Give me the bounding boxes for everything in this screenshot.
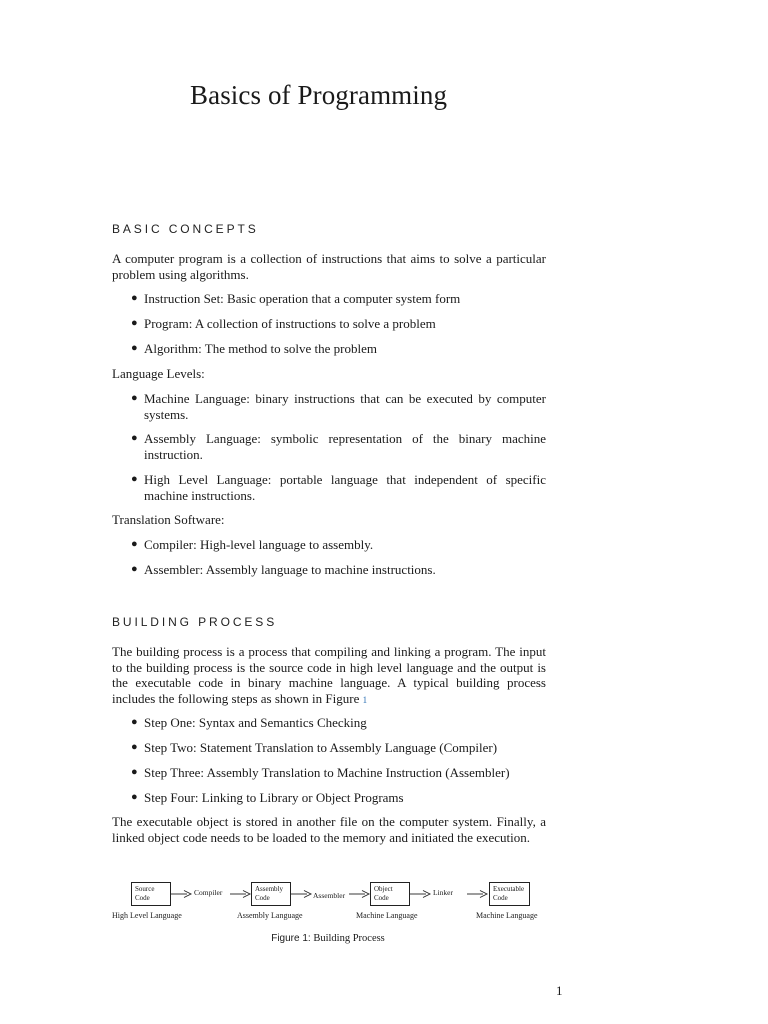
figure-reference-link[interactable]: 1 <box>362 694 368 705</box>
bullet-icon: ● <box>131 317 138 329</box>
list-item-text: Step Four: Linking to Library or Object Programs <box>144 790 404 805</box>
machine-language-label: Machine Language <box>476 911 538 920</box>
arrow-icon <box>410 889 432 899</box>
bullet-icon: ● <box>131 791 138 803</box>
list-item-text: Compiler: High-level language to assembly. <box>144 537 374 552</box>
machine-language-label: Machine Language <box>356 911 418 920</box>
arrow-icon <box>230 889 252 899</box>
box-label: Assembly <box>255 885 283 893</box>
list-item <box>131 790 546 806</box>
executable-code-box <box>489 882 530 906</box>
box-label: Code <box>374 894 389 902</box>
bullet-icon: ● <box>131 392 138 404</box>
list-item <box>131 740 546 756</box>
compiler-label: Compiler <box>194 888 223 897</box>
list-item-text: Step Two: Statement Translation to Assembly Language (Compiler) <box>144 740 498 755</box>
bullet-icon: ● <box>131 741 138 753</box>
translation-label: Translation Software: <box>112 512 225 527</box>
page-title: Basics of Programming <box>190 80 448 110</box>
list-item-text: High Level Language: portable language that independent of specific machine instructions. <box>144 472 546 503</box>
figure-caption-text: Building Process <box>313 933 385 944</box>
list-item <box>131 431 546 462</box>
list-item-text: Assembly Language: symbolic representation of the binary machine instruction. <box>144 431 546 462</box>
object-code-box <box>370 882 410 906</box>
figure-caption-label: Figure 1: <box>271 933 311 944</box>
source-code-box <box>131 882 171 906</box>
list-item-text: Machine Language: binary instructions that can be executed by computer systems. <box>144 391 546 422</box>
bullet-icon: ● <box>131 538 138 550</box>
arrow-icon <box>349 889 371 899</box>
section-heading-building-process: BUILDING PROCESS <box>112 615 278 629</box>
linker-label: Linker <box>433 888 453 897</box>
list-item <box>131 391 546 422</box>
bullet-icon: ● <box>131 342 138 354</box>
language-levels-label: Language Levels: <box>112 366 205 381</box>
arrow-icon <box>291 889 313 899</box>
bullet-icon: ● <box>131 563 138 575</box>
list-item <box>131 291 546 307</box>
list-item-text: Step Three: Assembly Translation to Machine Instruction (Assembler) <box>144 765 510 780</box>
list-item <box>131 715 546 731</box>
section-heading-basic-concepts: BASIC CONCEPTS <box>112 222 259 236</box>
list-item-text: Step One: Syntax and Semantics Checking <box>144 715 367 730</box>
box-label: Code <box>493 894 508 902</box>
list-item <box>131 341 546 357</box>
basic-concepts-intro: A computer program is a collection of instructions that aims to solve a particular problem using algorithms. <box>112 251 546 282</box>
page-number: 1 <box>556 983 563 998</box>
list-item <box>131 537 546 553</box>
list-item-text: Program: A collection of instructions to solve a problem <box>144 316 436 331</box>
building-process-intro-text: The building process is a process that compiling and linking a program. The input to the building process is the source code in high level language and the output is the executable code in binary machine language. A typical building process includes the following steps as shown in Figure <box>112 644 546 706</box>
list-item <box>131 562 546 578</box>
box-label: Executable <box>493 885 525 893</box>
bullet-icon: ● <box>131 766 138 778</box>
assembler-label: Assembler <box>313 891 346 900</box>
building-process-outro: The executable object is stored in another file on the computer system. Finally, a linked object code needs to be loaded to the memory and initiated the execution. <box>112 814 546 845</box>
list-item-text: Assembler: Assembly language to machine instructions. <box>144 562 436 577</box>
high-level-language-label: High Level Language <box>112 911 182 920</box>
assembly-language-label: Assembly Language <box>237 911 303 920</box>
box-label: Code <box>255 894 270 902</box>
bullet-icon: ● <box>131 716 138 728</box>
bullet-icon: ● <box>131 473 138 485</box>
bullet-icon: ● <box>131 292 138 304</box>
arrow-icon <box>467 889 489 899</box>
arrow-icon <box>171 889 193 899</box>
figure-caption <box>0 933 656 944</box>
box-label: Object <box>374 885 393 893</box>
assembly-code-box <box>251 882 291 906</box>
box-label: Code <box>135 894 150 902</box>
box-label: Source <box>135 885 155 893</box>
list-item-text: Instruction Set: Basic operation that a computer system form <box>144 291 461 306</box>
list-item <box>131 472 546 503</box>
list-item <box>131 316 546 332</box>
bullet-icon: ● <box>131 432 138 444</box>
building-process-intro <box>112 644 546 708</box>
list-item <box>131 765 546 781</box>
list-item-text: Algorithm: The method to solve the problem <box>144 341 378 356</box>
